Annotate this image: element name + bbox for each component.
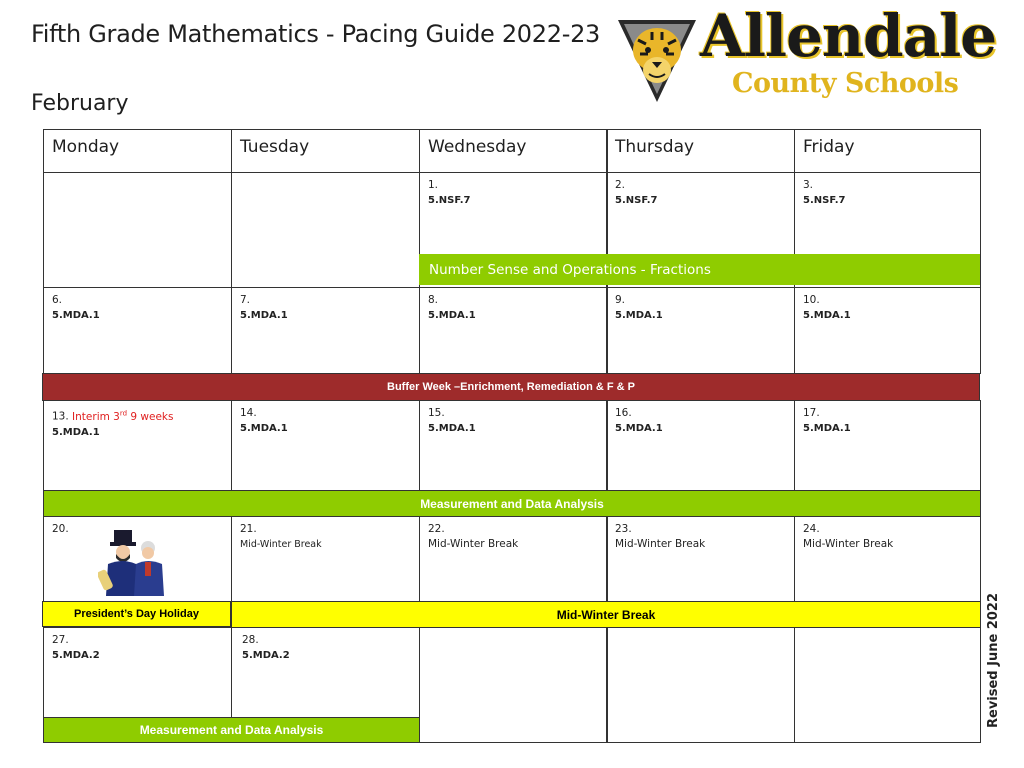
unit-band-buffer-week: Buffer Week –Enrichment, Remediation & F & P xyxy=(42,373,980,401)
header-tuesday: Tuesday xyxy=(231,129,420,173)
day-cell xyxy=(419,287,608,374)
standard-code: 5.NSF.7 xyxy=(428,195,471,206)
logo-subtitle: County Schools xyxy=(732,68,959,99)
day-cell xyxy=(231,400,420,491)
day-cell xyxy=(43,287,232,374)
header-friday: Friday xyxy=(794,129,981,173)
header-wednesday: Wednesday xyxy=(419,129,608,173)
day-number: 10. xyxy=(803,294,820,306)
day-number: 7. xyxy=(240,294,251,306)
day-cell xyxy=(419,627,608,743)
event-text: Mid-Winter Break xyxy=(428,538,519,550)
day-cell xyxy=(794,287,981,374)
day-cell xyxy=(231,172,420,288)
header-thursday: Thursday xyxy=(606,129,795,173)
unit-band-fractions: Number Sense and Operations - Fractions xyxy=(419,254,980,285)
day-cell xyxy=(231,287,420,374)
standard-code: 5.MDA.2 xyxy=(52,650,100,661)
logo-name: Allendale xyxy=(700,2,997,70)
presidents-clipart-icon xyxy=(98,528,174,600)
standard-code: 5.MDA.1 xyxy=(428,310,476,321)
day-cell xyxy=(606,400,795,491)
day-number: 2. xyxy=(615,179,626,191)
day-number: 1. xyxy=(428,179,439,191)
day-cell xyxy=(419,516,608,602)
day-cell xyxy=(43,172,232,288)
event-text: Mid-Winter Break xyxy=(615,538,706,550)
day-cell xyxy=(419,400,608,491)
day-cell xyxy=(794,400,981,491)
revised-date: Revised June 2022 xyxy=(986,592,1001,728)
standard-code: 5.MDA.1 xyxy=(428,423,476,434)
month-heading: February xyxy=(31,91,129,116)
day-number-with-note: 13. Interim 3rd 9 weeks xyxy=(52,409,174,423)
day-number: 23. xyxy=(615,523,632,535)
holiday-band-mid-winter-break: Mid-Winter Break xyxy=(231,601,981,628)
day-number: 27. xyxy=(52,634,69,646)
header-monday: Monday xyxy=(43,129,232,173)
day-cell xyxy=(43,400,232,491)
school-logo xyxy=(616,2,997,108)
day-number: 14. xyxy=(240,407,257,419)
day-number: 15. xyxy=(428,407,445,419)
day-number: 9. xyxy=(615,294,626,306)
day-number: 8. xyxy=(428,294,439,306)
standard-code: 5.MDA.2 xyxy=(242,650,290,661)
day-number: 17. xyxy=(803,407,820,419)
tiger-mascot-icon xyxy=(616,14,698,104)
standard-code: 5.MDA.1 xyxy=(803,423,851,434)
standard-code: 5.MDA.1 xyxy=(803,310,851,321)
day-number: 16. xyxy=(615,407,632,419)
unit-band-measurement: Measurement and Data Analysis xyxy=(43,717,420,743)
day-number: 24. xyxy=(803,523,820,535)
day-number: 22. xyxy=(428,523,445,535)
day-cell xyxy=(231,516,420,602)
calendar-grid xyxy=(43,129,981,743)
standard-code: 5.NSF.7 xyxy=(615,195,658,206)
page-title: Fifth Grade Mathematics - Pacing Guide 2022-23 xyxy=(31,20,601,48)
standard-code: 5.NSF.7 xyxy=(803,195,846,206)
standard-code: 5.MDA.1 xyxy=(52,310,100,321)
day-cell xyxy=(606,627,795,743)
day-cell xyxy=(794,627,981,743)
holiday-band-presidents-day: President’s Day Holiday xyxy=(42,601,231,627)
interim-note: Interim 3rd 9 weeks xyxy=(72,409,174,423)
event-text: Mid-Winter Break xyxy=(240,539,322,550)
unit-band-measurement: Measurement and Data Analysis xyxy=(43,490,981,517)
day-cell xyxy=(794,516,981,602)
day-cell xyxy=(606,516,795,602)
standard-code: 5.MDA.1 xyxy=(240,310,288,321)
standard-code: 5.MDA.1 xyxy=(615,310,663,321)
event-text: Mid-Winter Break xyxy=(803,538,894,550)
day-number: 28. xyxy=(242,634,259,646)
day-number: 21. xyxy=(240,523,257,535)
standard-code: 5.MDA.1 xyxy=(52,426,100,438)
standard-code: 5.MDA.1 xyxy=(240,423,288,434)
standard-code: 5.MDA.1 xyxy=(615,423,663,434)
day-number: 20. xyxy=(52,523,69,535)
day-number: 3. xyxy=(803,179,814,191)
day-cell xyxy=(606,287,795,374)
day-number: 6. xyxy=(52,294,63,306)
